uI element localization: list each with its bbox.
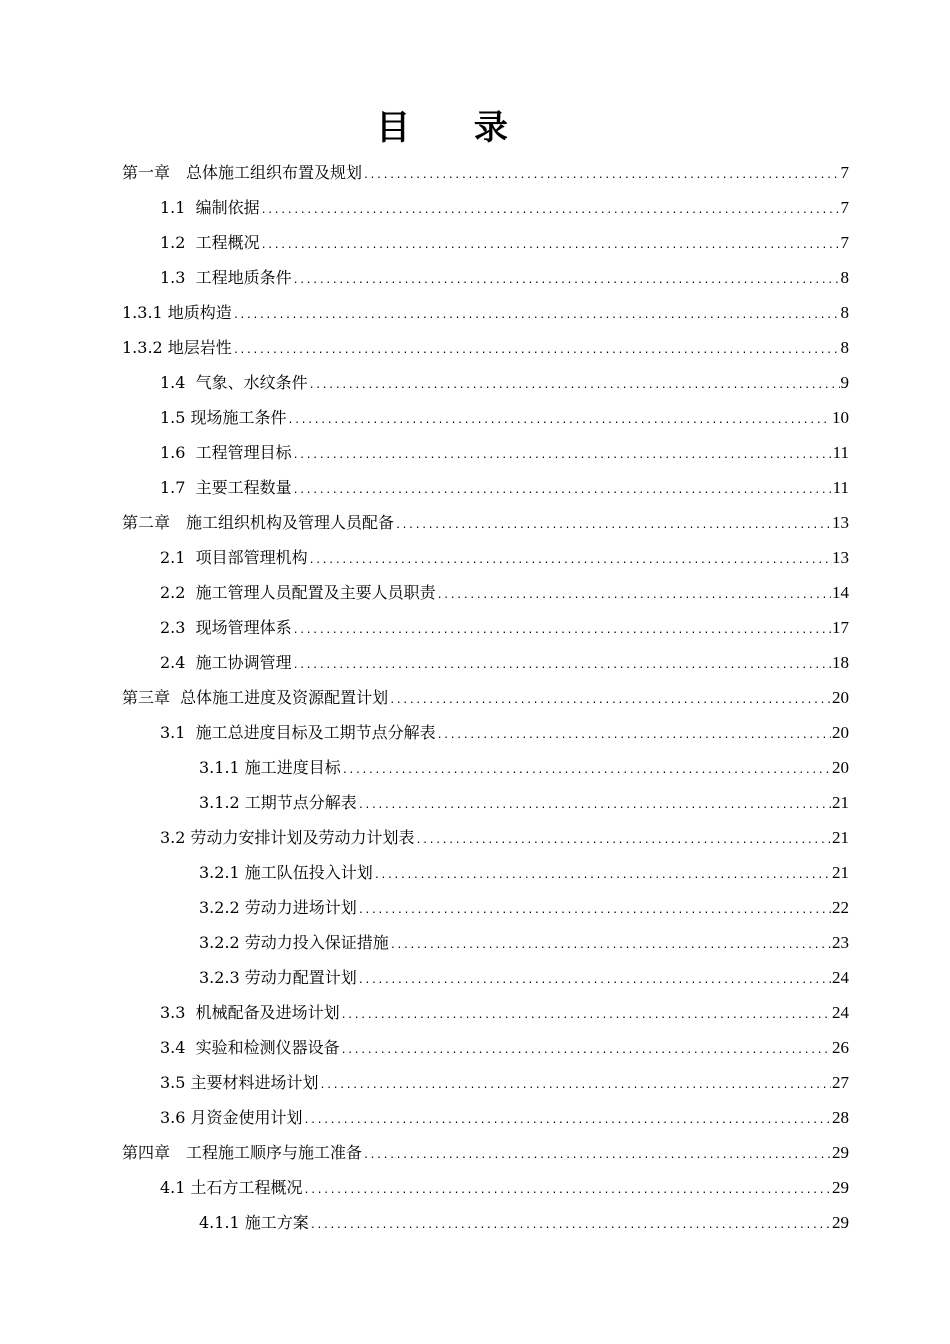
dot-leader	[304, 1103, 831, 1138]
toc-entry-label: 3.1.1 施工进度目标	[199, 758, 341, 777]
toc-title: 目 录	[376, 108, 534, 148]
toc-entry-page-number: 11	[832, 443, 849, 462]
toc-entry[interactable]	[122, 155, 849, 190]
toc-entry-page-number: 29	[832, 1213, 849, 1232]
toc-entry[interactable]	[199, 785, 849, 820]
toc-entry-page-number: 20	[832, 688, 849, 707]
dot-leader	[358, 963, 831, 998]
toc-entry[interactable]	[199, 750, 849, 785]
toc-entry-page-number: 7	[840, 198, 849, 217]
toc-entry-page-number: 21	[832, 863, 849, 882]
toc-entry-label: 第三章 总体施工进度及资源配置计划	[122, 688, 389, 707]
dot-leader	[358, 788, 831, 823]
toc-entry[interactable]	[160, 610, 849, 645]
toc-entry-label: 1.4 气象、水纹条件	[160, 373, 308, 392]
toc-entry-label: 3.2.2 劳动力进场计划	[199, 898, 357, 917]
toc-entry-page-number: 21	[832, 793, 849, 812]
toc-entry[interactable]	[160, 540, 849, 575]
toc-entry-page-number: 9	[840, 373, 849, 392]
toc-entry[interactable]	[199, 1205, 849, 1240]
toc-entry-label: 3.3 机械配备及进场计划	[160, 1003, 340, 1022]
toc-entry-page-number: 20	[832, 723, 849, 742]
toc-entry[interactable]	[160, 365, 849, 400]
toc-entry[interactable]	[160, 400, 849, 435]
toc-entry-page-number: 11	[832, 478, 849, 497]
dot-leader	[233, 298, 840, 333]
toc-entry[interactable]	[199, 960, 849, 995]
toc-entry-page-number: 17	[832, 618, 849, 637]
toc-entry-page-number: 10	[832, 408, 849, 427]
toc-entry-label: 1.7 主要工程数量	[160, 478, 292, 497]
toc-entry[interactable]	[160, 470, 849, 505]
dot-leader	[437, 718, 831, 753]
toc-entry-page-number: 7	[840, 163, 849, 182]
dot-leader	[395, 508, 831, 543]
toc-entry-page-number: 29	[832, 1178, 849, 1197]
toc-entry[interactable]	[122, 330, 849, 365]
toc-entry[interactable]	[199, 925, 849, 960]
toc-entry[interactable]	[160, 260, 849, 295]
dot-leader	[293, 263, 840, 298]
dot-leader	[261, 193, 840, 228]
toc-entry[interactable]	[160, 715, 849, 750]
toc-entry-label: 3.6 月资金使用计划	[160, 1108, 303, 1127]
toc-entry-page-number: 24	[832, 1003, 849, 1022]
toc-entry-page-number: 13	[832, 513, 849, 532]
toc-entry-page-number: 27	[832, 1073, 849, 1092]
toc-entry[interactable]	[160, 435, 849, 470]
toc-entry-label: 3.4 实验和检测仪器设备	[160, 1038, 340, 1057]
dot-leader	[390, 928, 831, 963]
dot-leader	[309, 543, 831, 578]
toc-entry-page-number: 20	[832, 758, 849, 777]
dot-leader	[309, 368, 840, 403]
toc-entry-label: 3.2 劳动力安排计划及劳动力计划表	[160, 828, 415, 847]
dot-leader	[389, 683, 831, 718]
toc-entry-page-number: 8	[840, 338, 849, 357]
dot-leader	[293, 473, 832, 508]
toc-entry-page-number: 14	[832, 583, 849, 602]
toc-entry-label: 4.1.1 施工方案	[199, 1213, 309, 1232]
toc-entry[interactable]	[199, 890, 849, 925]
toc-entry-label: 2.3 现场管理体系	[160, 618, 292, 637]
toc-entry-page-number: 21	[832, 828, 849, 847]
toc-entry[interactable]	[160, 1030, 849, 1065]
toc-entry-label: 1.3.2 地层岩性	[122, 338, 232, 357]
toc-entry-label: 1.3.1 地质构造	[122, 303, 232, 322]
toc-entry[interactable]	[160, 190, 849, 225]
toc-entry-label: 1.6 工程管理目标	[160, 443, 292, 462]
dot-leader	[341, 998, 831, 1033]
toc-entry[interactable]	[160, 225, 849, 260]
toc-entry-page-number: 8	[840, 268, 849, 287]
toc-entry-label: 3.2.1 施工队伍投入计划	[199, 863, 373, 882]
dot-leader	[363, 1138, 831, 1173]
toc-entry-label: 1.2 工程概况	[160, 233, 260, 252]
toc-entry-page-number: 26	[832, 1038, 849, 1057]
toc-entry-page-number: 7	[840, 233, 849, 252]
toc-entry[interactable]	[122, 295, 849, 330]
toc-entry-label: 2.2 施工管理人员配置及主要人员职责	[160, 583, 436, 602]
toc-entry-label: 1.3 工程地质条件	[160, 268, 292, 287]
toc-entry-label: 1.1 编制依据	[160, 198, 260, 217]
toc-entry[interactable]	[122, 680, 849, 715]
toc-entry-label: 2.4 施工协调管理	[160, 653, 292, 672]
toc-entry-label: 3.5 主要材料进场计划	[160, 1073, 319, 1092]
dot-leader	[293, 438, 832, 473]
dot-leader	[341, 1033, 831, 1068]
toc-entry[interactable]	[160, 645, 849, 680]
toc-entry-label: 1.5 现场施工条件	[160, 408, 287, 427]
toc-entry-label: 2.1 项目部管理机构	[160, 548, 308, 567]
dot-leader	[288, 403, 831, 438]
toc-entry[interactable]	[122, 505, 849, 540]
dot-leader	[374, 858, 831, 893]
dot-leader	[358, 893, 831, 928]
dot-leader	[310, 1208, 831, 1243]
dot-leader	[342, 753, 831, 788]
toc-entry-page-number: 8	[840, 303, 849, 322]
toc-entry-label: 3.2.2 劳动力投入保证措施	[199, 933, 389, 952]
dot-leader	[293, 613, 831, 648]
toc-entry-page-number: 29	[832, 1143, 849, 1162]
toc-entry-page-number: 18	[832, 653, 849, 672]
toc-entry-label: 4.1 土石方工程概况	[160, 1178, 303, 1197]
toc-entry-label: 第一章 总体施工组织布置及规划	[122, 163, 363, 182]
toc-entry[interactable]	[160, 995, 849, 1030]
toc-entry-label: 3.1 施工总进度目标及工期节点分解表	[160, 723, 436, 742]
dot-leader	[261, 228, 840, 263]
toc-entry-label: 第四章 工程施工顺序与施工准备	[122, 1143, 363, 1162]
toc-entry-page-number: 22	[832, 898, 849, 917]
toc-entry-page-number: 23	[832, 933, 849, 952]
toc-entry-page-number: 28	[832, 1108, 849, 1127]
toc-entry-label: 3.2.3 劳动力配置计划	[199, 968, 357, 987]
dot-leader	[233, 333, 840, 368]
dot-leader	[363, 158, 839, 193]
dot-leader	[416, 823, 831, 858]
toc-entry[interactable]	[160, 820, 849, 855]
toc-entry[interactable]	[160, 1065, 849, 1100]
dot-leader	[437, 578, 831, 613]
toc-entry-page-number: 13	[832, 548, 849, 567]
toc-entry-label: 第二章 施工组织机构及管理人员配备	[122, 513, 395, 532]
toc-entry[interactable]	[160, 1100, 849, 1135]
dot-leader	[320, 1068, 831, 1103]
toc-entry[interactable]	[160, 575, 849, 610]
toc-entry-page-number: 24	[832, 968, 849, 987]
toc-entry[interactable]	[122, 1135, 849, 1170]
toc-entry[interactable]	[160, 1170, 849, 1205]
toc-entry[interactable]	[199, 855, 849, 890]
dot-leader	[304, 1173, 831, 1208]
dot-leader	[293, 648, 831, 683]
toc-entry-label: 3.1.2 工期节点分解表	[199, 793, 357, 812]
